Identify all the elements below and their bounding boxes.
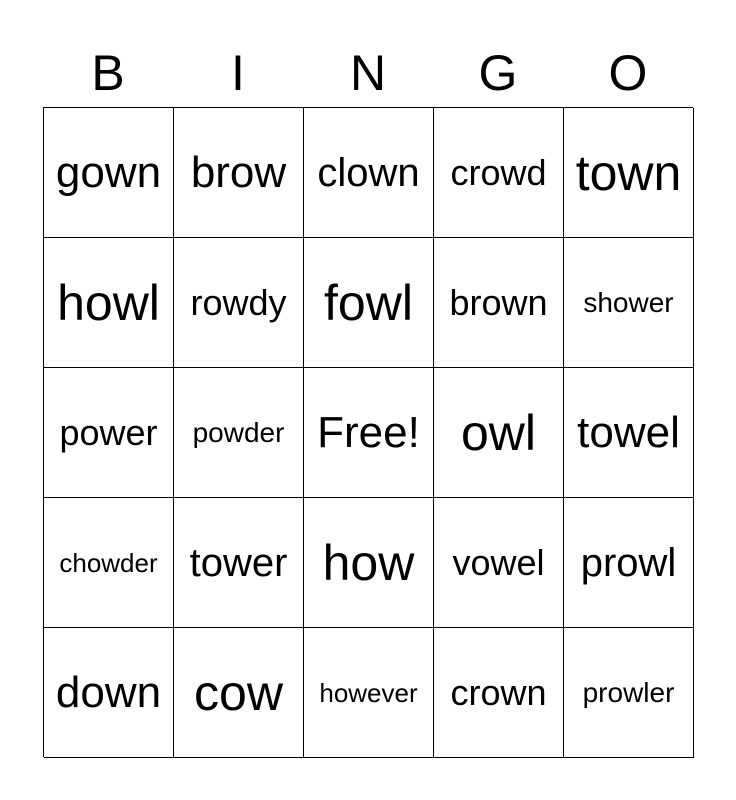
bingo-header [43, 40, 693, 106]
bingo-cell[interactable]: gown [44, 108, 174, 238]
bingo-cell[interactable]: clown [304, 108, 434, 238]
bingo-cell[interactable]: tower [174, 498, 304, 628]
bingo-cell[interactable]: prowl [564, 498, 694, 628]
bingo-cell[interactable]: cow [174, 628, 304, 758]
bingo-cell[interactable]: brown [434, 238, 564, 368]
bingo-cell[interactable]: owl [434, 368, 564, 498]
bingo-cell[interactable]: towel [564, 368, 694, 498]
bingo-board [43, 107, 693, 757]
bingo-cell[interactable]: brow [174, 108, 304, 238]
bingo-cell[interactable]: down [44, 628, 174, 758]
bingo-cell[interactable]: how [304, 498, 434, 628]
bingo-cell[interactable]: chowder [44, 498, 174, 628]
header-letter-n: N [349, 45, 387, 101]
header-letter-o: O [608, 45, 648, 101]
bingo-cell[interactable]: rowdy [174, 238, 304, 368]
bingo-cell[interactable]: crowd [434, 108, 564, 238]
bingo-cell[interactable]: power [44, 368, 174, 498]
bingo-cell[interactable]: prowler [564, 628, 694, 758]
header-letter-i: I [231, 45, 245, 101]
bingo-cell[interactable]: fowl [304, 238, 434, 368]
header-letter-b: B [91, 45, 125, 101]
bingo-cell[interactable]: vowel [434, 498, 564, 628]
header-letter-g: G [478, 45, 518, 101]
bingo-cell[interactable]: town [564, 108, 694, 238]
bingo-cell[interactable]: shower [564, 238, 694, 368]
bingo-cell[interactable]: however [304, 628, 434, 758]
free-space-cell[interactable]: Free! [304, 368, 434, 498]
bingo-cell[interactable]: crown [434, 628, 564, 758]
bingo-cell[interactable]: powder [174, 368, 304, 498]
bingo-cell[interactable]: howl [44, 238, 174, 368]
